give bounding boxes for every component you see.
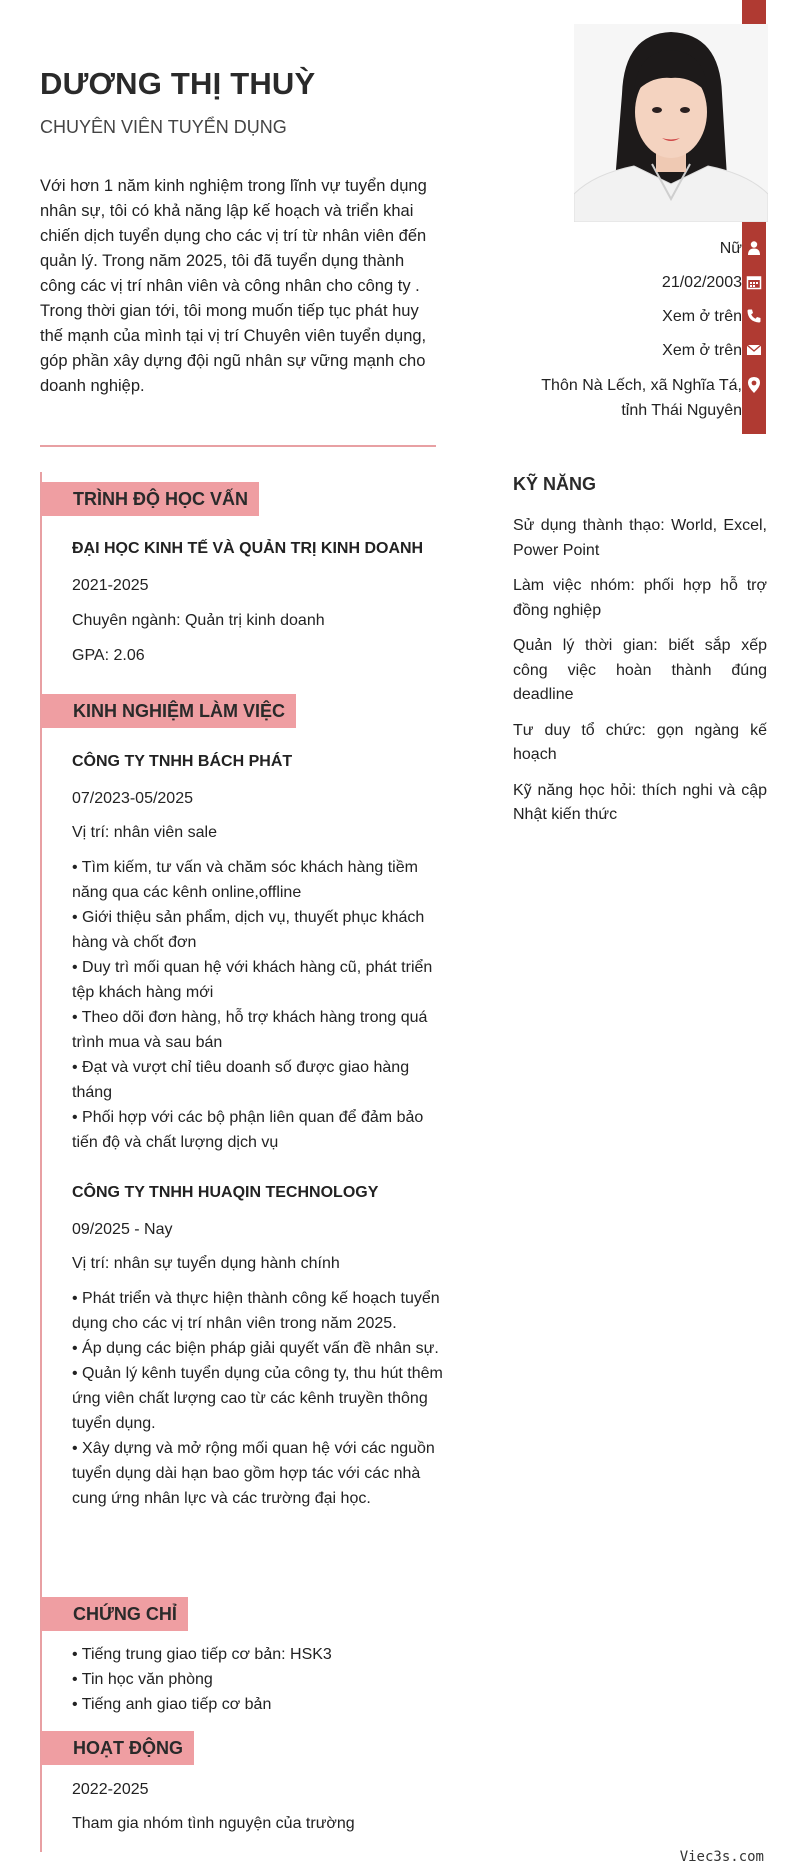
job-duties [72,855,450,1155]
experience-heading: KINH NGHIỆM LÀM VIỆC [41,694,296,728]
mail-icon [742,338,766,362]
profile-photo [574,24,768,222]
summary-text: Với hơn 1 năm kinh nghiệm trong lĩnh vự tuyển dụng nhân sự, tôi có khả năng lập kế hoạch và triển khai chiến dịch tuyển dụng cho các vị trí từ nhân viên đến quản lý. Trong năm 2025, tôi đã tuyển dụng thành công các vị trí nhân viên và công nhân cho công ty . Trong thời gian tới, tôi mong muốn tiếp tục phát huy thế mạnh của mình tại vị trí Chuyên viên tuyển dụng, góp phần xây dựng đội ngũ nhân sự vững mạnh cho doanh nghiệp. [40,177,427,395]
education-heading: TRÌNH ĐỘ HỌC VẤN [41,482,259,516]
location-icon [742,373,766,397]
job-company: CÔNG TY TNHH BÁCH PHÁT [72,753,293,770]
certificates-heading: CHỨNG CHỈ [41,1597,188,1631]
duty-item: • Đạt và vượt chỉ tiêu doanh số được giao hàng tháng [72,1059,410,1101]
address-line-2: tỉnh Thái Nguyên [621,402,742,419]
education-gpa: GPA: 2.06 [72,647,145,664]
address-line-1: Thôn Nà Lếch, xã Nghĩa Tá, [541,377,742,394]
duty-item: • Theo dõi đơn hàng, hỗ trợ khách hàng trong quá trình mua và sau bán [72,1009,428,1051]
skill-item: Quản lý thời gian: biết sắp xếp công việc hoàn thành đúng deadline [513,637,767,703]
section-divider [40,445,436,447]
duty-item: • Quản lý kênh tuyển dụng của công ty, thu hút thêm ứng viên chất lượng cao từ các kênh truyền thông tuyển dụng. [72,1365,443,1432]
candidate-name: DƯƠNG THỊ THUỲ [40,66,316,101]
duty-item: • Duy trì mối quan hệ với khách hàng cũ, phát triển tệp khách hàng mới [72,959,433,1001]
certificates-list [72,1642,450,1717]
skills-list [513,514,767,839]
job-period: 07/2023-05/2025 [72,790,193,807]
phone-icon [742,304,766,328]
job-title: CHUYÊN VIÊN TUYỂN DỤNG [40,117,287,137]
timeline-line [40,472,42,1852]
duty-item: • Phát triển và thực hiện thành công kế hoạch tuyển dụng cho các vị trí nhân viên trong năm 2025. [72,1290,440,1332]
skills-heading: KỸ NĂNG [513,474,597,494]
certificate-item: • Tiếng trung giao tiếp cơ bản: HSK3 [72,1646,332,1663]
education-period: 2021-2025 [72,577,149,594]
skill-item: Tư duy tổ chức: gọn ngàng kế hoạch [513,721,767,763]
duty-item: • Tìm kiếm, tư vấn và chăm sóc khách hàng tiềm năng qua các kênh online,offline [72,859,418,901]
certificate-item: • Tiếng anh giao tiếp cơ bản [72,1696,272,1713]
duty-item: • Áp dụng các biện pháp giải quyết vấn đề nhân sự. [72,1340,439,1357]
site-watermark: Viec3s.com [679,1849,764,1865]
calendar-icon [742,270,766,294]
skill-item: Sử dụng thành thạo: World, Excel, Power Point [513,517,767,559]
email-value: Xem ở trên [662,342,742,359]
duty-item: • Phối hợp với các bộ phận liên quan để đảm bảo tiến độ và chất lượng dịch vụ [72,1109,424,1151]
activity-period: 2022-2025 [72,1781,149,1798]
activity-description: Tham gia nhóm tình nguyện của trường [72,1815,355,1832]
gender-value: Nữ [719,240,742,257]
job-company: CÔNG TY TNHH HUAQIN TECHNOLOGY [72,1184,379,1201]
job-duties [72,1286,457,1511]
education-major: Chuyên ngành: Quản trị kinh doanh [72,612,325,629]
skill-item: Kỹ năng học hỏi: thích nghi và cập Nhật kiến thức [513,781,767,823]
education-school: ĐẠI HỌC KINH TẾ VÀ QUẢN TRỊ KINH DOANH [72,540,424,557]
skill-item: Làm việc nhóm: phối hợp hỗ trợ đồng nghiệp [513,577,767,619]
person-icon [742,236,766,260]
birthday-value: 21/02/2003 [661,274,742,291]
job-period: 09/2025 - Nay [72,1221,173,1238]
job-position: Vị trí: nhân viên sale [72,824,217,841]
phone-value: Xem ở trên [662,308,742,325]
certificate-item: • Tin học văn phòng [72,1671,213,1688]
activities-heading: HOẠT ĐỘNG [41,1731,194,1765]
duty-item: • Xây dựng và mở rộng mối quan hệ với các nguồn tuyển dụng dài hạn bao gồm hợp tác với các nhà cung ứng nhân lực và các trường đại học. [72,1440,435,1507]
job-position: Vị trí: nhân sự tuyển dụng hành chính [72,1255,340,1272]
corner-accent [742,0,766,24]
duty-item: • Giới thiệu sản phẩm, dịch vụ, thuyết phục khách hàng và chốt đơn [72,909,425,951]
